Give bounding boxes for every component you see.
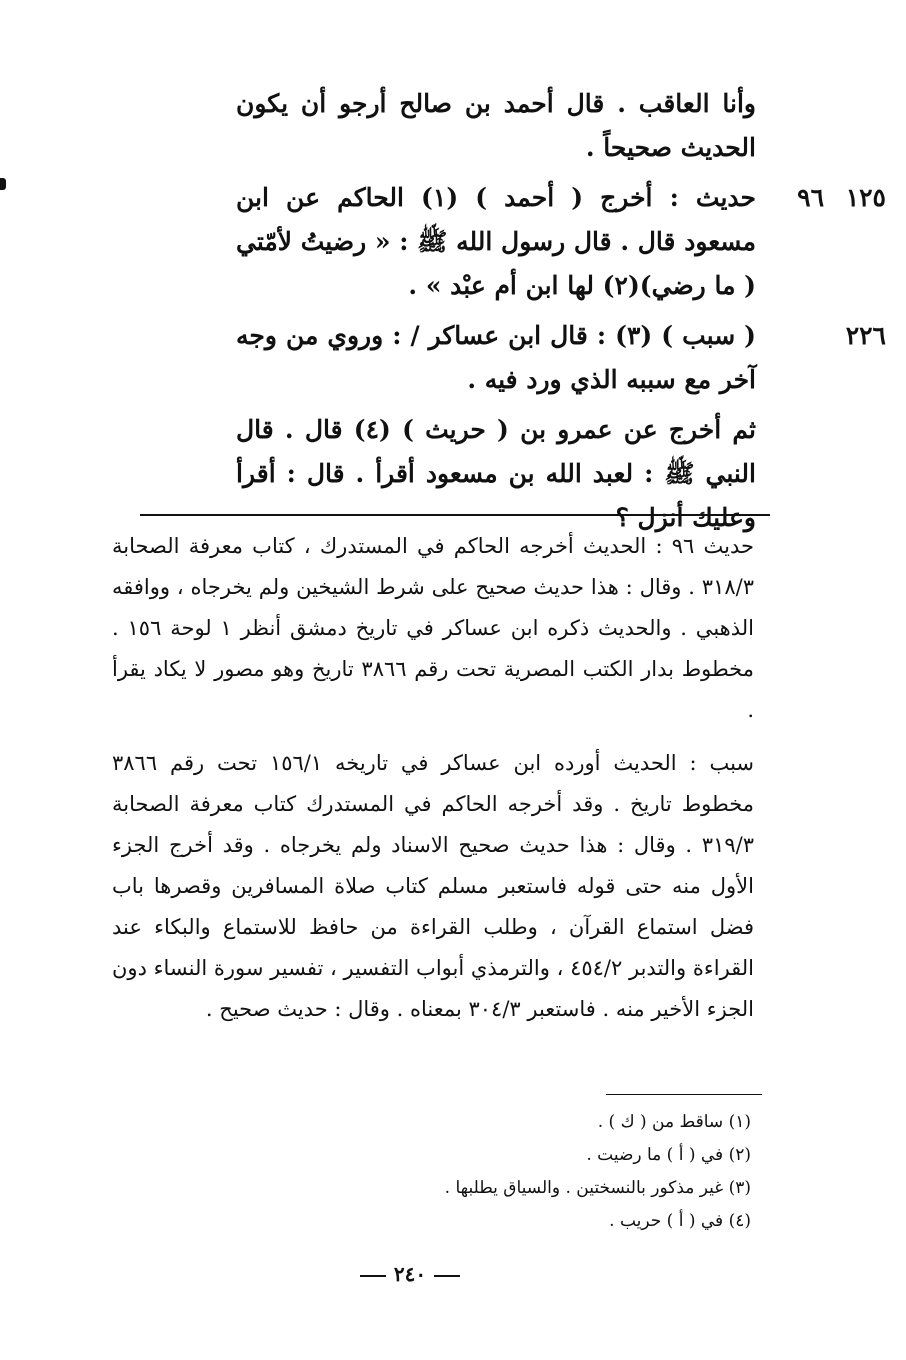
hadith-text: حديث : أخرج ( أحمد ) (١) الحاكم عن ابن مسعود قال . قال رسول الله ﷺ : « رضيتُ لأمّتي ( ما رضي)(٢) لها ابن أم عبْد » . <box>236 183 757 300</box>
entry-number: ١٢٥ <box>845 183 886 212</box>
footnote: (٢) في ( أ ) ما رضيت . <box>586 1145 751 1165</box>
sabab-text: ( سبب ) (٣) : قال ابن عساكر / : وروي من وجه آخر مع سببه الذي ورد فيه . <box>236 321 756 394</box>
footnote: (٤) في ( أ ) حريب . <box>609 1211 751 1231</box>
footnote: (٣) غير مذكور بالنسختين . والسياق يطلبها . <box>444 1178 751 1198</box>
page-number <box>0 1262 820 1286</box>
page-number-text: ٢٤٠ <box>393 1262 427 1286</box>
page-edge-mark <box>0 178 6 190</box>
footnotes <box>331 1106 751 1238</box>
hadith-entry-96 <box>236 176 886 308</box>
entry-number: ٢٢٦ <box>845 321 886 350</box>
commentary-paragraph: سبب : الحديث أورده ابن عساكر في تاريخه ١٥٦/١ تحت رقم ٣٨٦٦ مخطوط تاريخ . وقد أخرجه الحاكم في المستدرك كتاب معرفة الصحابة ٣١٩/٣ . وقال : هذا حديث صحيح الاسناد ولم يخرجاه . وقد أخرج الجزء الأول منه حتى قوله فاستعبر مسلم كتاب صلاة المسافرين وقصرها باب فضل استماع القرآن ، وطلب القراءة من حافظ للاستماع والبكاء عند القراءة والتدبر ٤٥٤/٢ ، والترمذي أبواب التفسير ، تفسير سورة النساء دون الجزء الأخير منه . فاستعبر ٣٠٤/٣ بمعناه . وقال : حديث صحيح . <box>112 751 755 1021</box>
main-text <box>236 82 886 546</box>
footnote: (١) ساقط من ( ك ) . <box>597 1112 751 1132</box>
section-divider <box>140 514 770 516</box>
hadith-number: ٩٦ <box>797 183 824 212</box>
commentary <box>112 526 754 1042</box>
footnote-divider <box>606 1094 762 1095</box>
page-number-dash <box>434 1275 460 1277</box>
main-paragraph-2: ثم أخرج عن عمرو بن ( حريث ) (٤) قال . قال النبي ﷺ : لعبد الله بن مسعود أقرأ . قال : أقرأ وعليك أنزل ؟ <box>236 415 756 532</box>
hadith-entry-sabab <box>236 314 886 402</box>
main-paragraph-1: وأنا العاقب . قال أحمد بن صالح أرجو أن يكون الحديث صحيحاً . <box>236 89 756 162</box>
commentary-paragraph: حديث ٩٦ : الحديث أخرجه الحاكم في المستدرك ، كتاب معرفة الصحابة ٣١٨/٣ . وقال : هذا حديث صحيح على شرط الشيخين ولم يخرجاه ، ووافقه الذهبي . والحديث ذكره ابن عساكر في تاريخ دمشق أنظر ١ لوحة ١٥٦ . مخطوط بدار الكتب المصرية تحت رقم ٣٨٦٦ تاريخ وهو مصور لا يكاد يقرأ . <box>112 534 754 722</box>
page-number-dash <box>360 1275 386 1277</box>
